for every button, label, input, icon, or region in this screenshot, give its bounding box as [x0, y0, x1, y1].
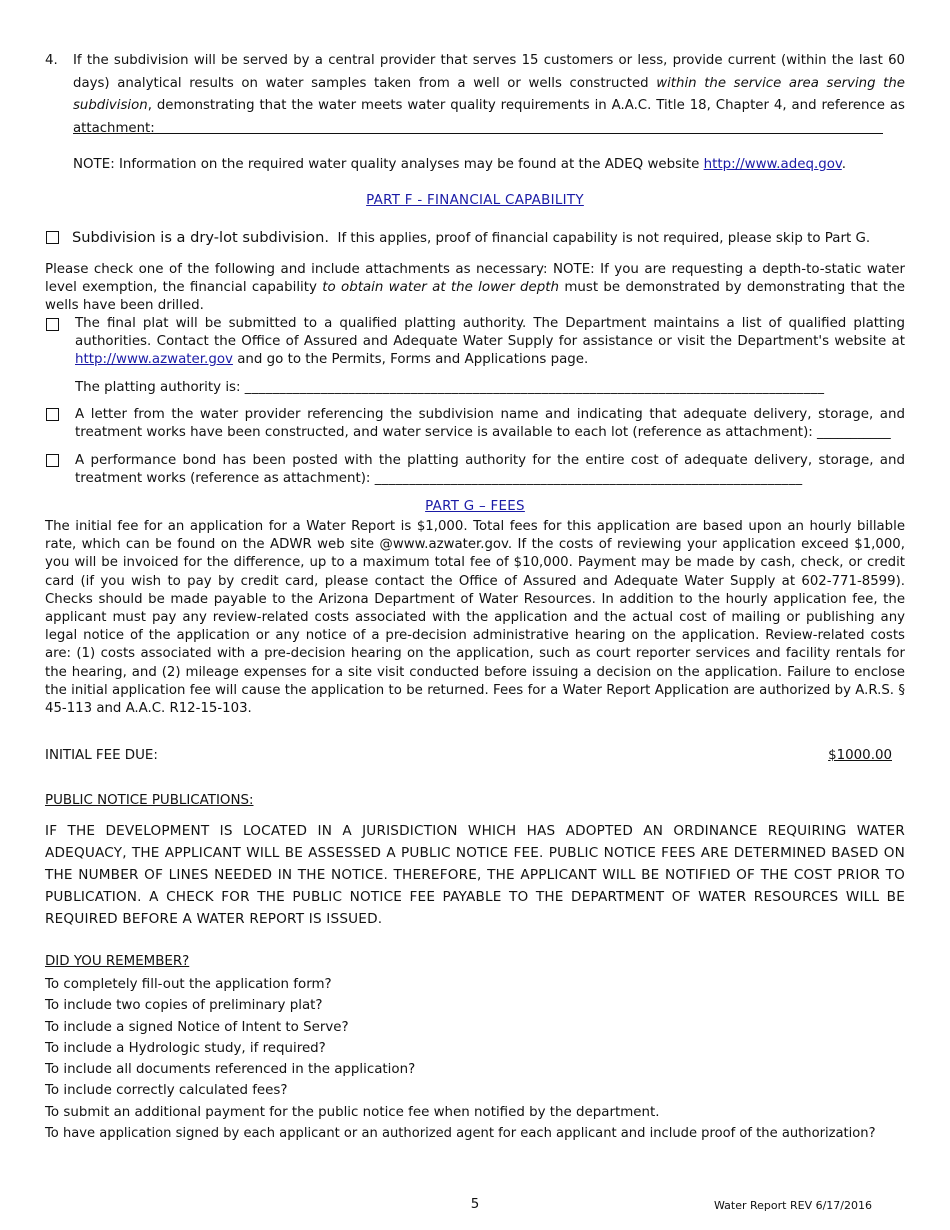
dry-lot-label: Subdivision is a dry-lot subdivision. — [72, 229, 329, 246]
platting-authority-text-a: The final plat will be submitted to a qualified platting authority. The Department maintains a list of qualified platting authorities. Contact the Office of Assured and Adequate Water Supply for assistance or visit the Department's website at — [75, 316, 905, 349]
list-item: To have application signed by each applicant or an authorized agent for each applicant and include proof of the authorization? — [45, 1126, 876, 1142]
did-you-remember-heading: DID YOU REMEMBER? — [45, 954, 190, 969]
list-item: To completely fill-out the application form? — [45, 977, 332, 992]
adeq-note-suffix: . — [841, 157, 847, 172]
item-4-attachment-line[interactable] — [73, 133, 883, 134]
performance-bond-checkbox[interactable] — [46, 454, 59, 467]
dry-lot-checkbox[interactable] — [46, 231, 59, 244]
water-provider-letter-checkbox[interactable] — [46, 408, 59, 421]
list-item: To include two copies of preliminary plat? — [45, 998, 323, 1014]
list-item: To submit an additional payment for the public notice fee when notified by the department. — [45, 1104, 660, 1120]
item-4-text-a: If the subdivision will be served by a central provider that serves 15 customers or less, provide current (within the last 60 days) analytical results on water samples taken from a well or wells constructed — [73, 53, 905, 91]
part-f-instructions — [45, 261, 905, 315]
item-4-number: 4. — [45, 53, 58, 68]
revision-label: Water Report REV 6/17/2016 — [714, 1199, 872, 1212]
part-g-fees-text: The initial fee for an application for a Water Report is $1,000. Total fees for this application are based upon an hourly billable rate, which can be found on the ADWR web site @www.azwater.gov. If the costs of reviewing your application exceed $1,000, you will be invoiced for the difference, up to a maximum total fee of $10,000. Payment may be made by cash, check, or credit card (if you wish to pay by credit card, please contact the Office of Assured and Adequate Water Supply at 602-771-8599). Checks should be made payable to the Arizona Department of Water Resources. In addition to the hourly application fee, the applicant must pay any review-related costs associated with the application and the actual cost of mailing or publishing any legal notice of the application or any notice of a pre-decision administrative hearing on the application. Review-related costs are: (1) costs associated with a pre-decision hearing on the application, such as court reporter services and facility rentals for the hearing, and (2) mileage expenses for a site visit conducted before issuing a decision on the application. Failure to enclose the initial application fee will cause the application to be returned. Fees for a Water Report Application are authorized by A.R.S. § 45-113 and A.A.C. R12-15-103. — [45, 519, 905, 717]
part-f-instructions-emphasis: to obtain water at the lower depth — [322, 280, 560, 295]
adeq-website-link[interactable]: http://www.adeq.gov — [703, 157, 842, 172]
item-4-text-b: , demonstrating that the water meets water quality requirements in A.A.C. Title 18, Chapter 4, and reference as attachment: — [73, 98, 905, 136]
performance-bond-text: A performance bond has been posted with the platting authority for the entire cost of adequate delivery, storage, and treatment works (reference as attachment): — [75, 453, 905, 486]
platting-authority-option — [75, 315, 905, 369]
performance-bond-input[interactable]: ______________________________________________________________ — [374, 471, 803, 486]
part-f-instructions-b: must be demonstrated by demonstrating that the wells have been drilled. — [45, 280, 905, 313]
initial-fee-label: INITIAL FEE DUE: — [45, 748, 158, 763]
part-f-heading[interactable]: PART F - FINANCIAL CAPABILITY — [366, 193, 584, 208]
initial-fee-amount: $1000.00 — [828, 748, 892, 763]
item-4-text-emphasis: within the service area serving the subdivision — [73, 75, 905, 113]
adeq-note — [73, 155, 846, 175]
platting-authority-text-b: and go to the Permits, Forms and Applications page. — [232, 352, 589, 367]
part-f-instructions-a: Please check one of the following and include attachments as necessary: NOTE: If you are requesting a depth-to-static water level exemption, the financial capability — [45, 262, 905, 295]
water-provider-letter-option: A letter from the water provider referencing the subdivision name and indicating that adequate delivery, storage, and treatment works have been constructed, and water service is available to each lot (reference as attachment): ___________ — [75, 407, 905, 440]
list-item: To include all documents referenced in the application? — [45, 1062, 416, 1078]
platting-authority-checkbox[interactable] — [46, 318, 59, 331]
remember-checklist — [45, 974, 925, 1144]
list-item: To include a Hydrologic study, if required? — [45, 1040, 326, 1056]
public-notice-text: IF THE DEVELOPMENT IS LOCATED IN A JURISDICTION WHICH HAS ADOPTED AN ORDINANCE REQUIRING WATER ADEQUACY, THE APPLICANT WILL BE ASSESSED A PUBLIC NOTICE FEE. PUBLIC NOTICE FEES ARE DETERMINED BASED ON THE NUMBER OF LINES NEEDED IN THE NOTICE. THEREFORE, THE APPLICANT WILL BE NOTIFIED OF THE COST PRIOR TO PUBLICATION. A CHECK FOR THE PUBLIC NOTICE FEE PAYABLE TO THE DEPARTMENT OF WATER RESOURCES WILL BE REQUIRED BEFORE A WATER REPORT IS ISSUED. — [45, 823, 905, 927]
platting-authority-label: The platting authority is: — [75, 380, 245, 395]
platting-authority-field — [75, 379, 905, 397]
dry-lot-option — [72, 228, 870, 249]
performance-bond-option — [75, 452, 905, 488]
dry-lot-instruction: If this applies, proof of financial capability is not required, please skip to Part G. — [329, 231, 871, 246]
public-notice-heading: PUBLIC NOTICE PUBLICATIONS: — [45, 793, 254, 808]
page-number: 5 — [470, 1197, 480, 1212]
part-g-heading[interactable]: PART G – FEES — [425, 499, 525, 514]
azwater-website-link[interactable]: http://www.azwater.gov — [75, 352, 233, 367]
adeq-note-prefix: NOTE: Information on the required water quality analyses may be found at the ADEQ website — [73, 157, 704, 172]
list-item: To include correctly calculated fees? — [45, 1083, 288, 1099]
platting-authority-input[interactable]: ____________________________________________________________________________________ — [244, 380, 825, 395]
item-4-text — [73, 50, 905, 140]
list-item: To include a signed Notice of Intent to Serve? — [45, 1019, 349, 1035]
